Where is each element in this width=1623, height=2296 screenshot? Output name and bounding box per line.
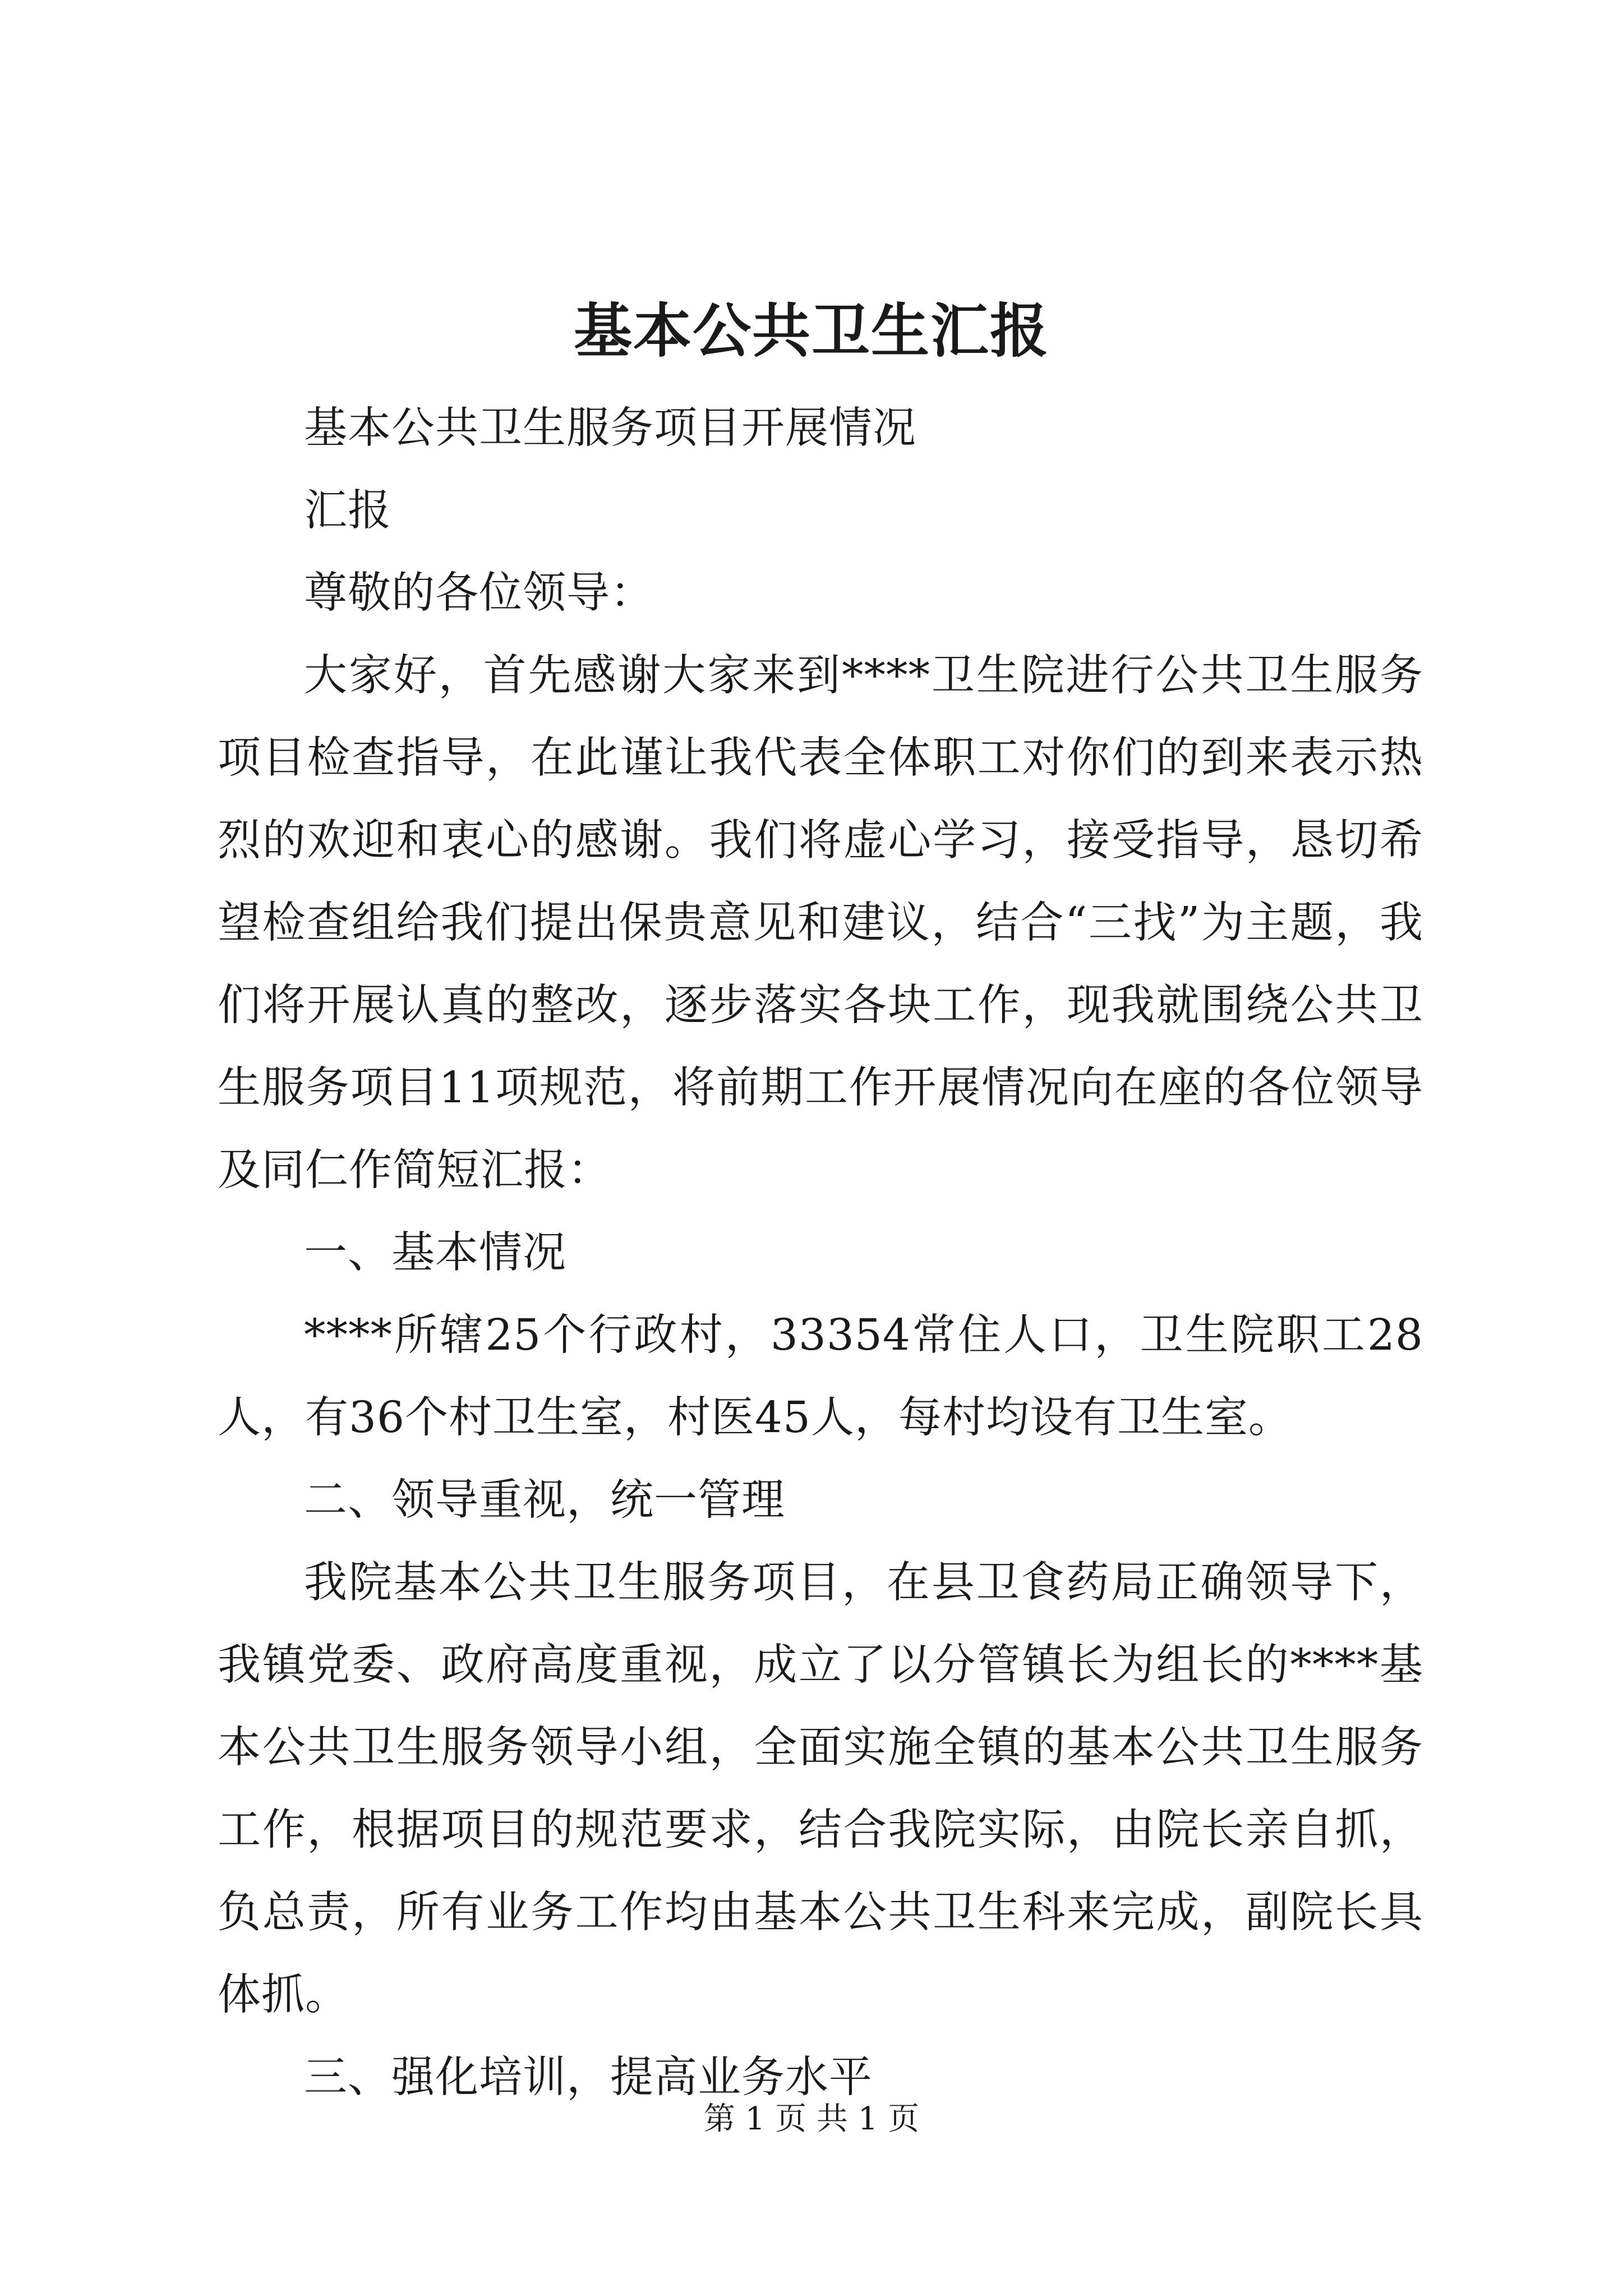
document-title: 基本公共卫生汇报	[573, 296, 1049, 365]
document-body	[218, 387, 1423, 2119]
paragraph-report: 汇报	[304, 486, 391, 536]
paragraph-greeting: 大家好，首先感谢大家来到****卫生院进行公共卫生服务项目检查指导，在此谨让我代表全体职工对你们的到来表示热烈的欢迎和衷心的感谢。我们将虚心学习，接受指导，恳切希望检查组给我们提出保贵意见和建议，结合“三找”为主题，我们将开展认真的整改，逐步落实各块工作，现我就围绕公共卫生服务项目11项规范，将前期工作开展情况向在座的各位领导及同仁作简短汇报：	[218, 651, 1423, 1195]
page-footer: 第 1 页 共 1 页	[703, 2101, 920, 2137]
paragraph-leadership: 我院基本公共卫生服务项目，在县卫食药局正确领导下，我镇党委、政府高度重视，成立了以分管镇长为组长的****基本公共卫生服务领导小组，全面实施全镇的基本公共卫生服务工作，根据项目的规范要求，结合我院实际，由院长亲自抓，负总责，所有业务工作均由基本公共卫生科来完成，副院长具体抓。	[218, 1558, 1423, 2020]
paragraph-salutation: 尊敬的各位领导：	[304, 568, 654, 618]
paragraph-subtitle: 基本公共卫生服务项目开展情况	[304, 403, 916, 453]
paragraph-basic-situation: ****所辖25个行政村，33354常住人口，卫生院职工28人，有36个村卫生室，村医45人，每村均设有卫生室。	[218, 1310, 1423, 1443]
heading-leadership: 二、领导重视，统一管理	[304, 1475, 785, 1525]
heading-training: 三、强化培训，提高业务水平	[304, 2053, 873, 2102]
heading-basic-situation: 一、基本情况	[304, 1228, 566, 1278]
